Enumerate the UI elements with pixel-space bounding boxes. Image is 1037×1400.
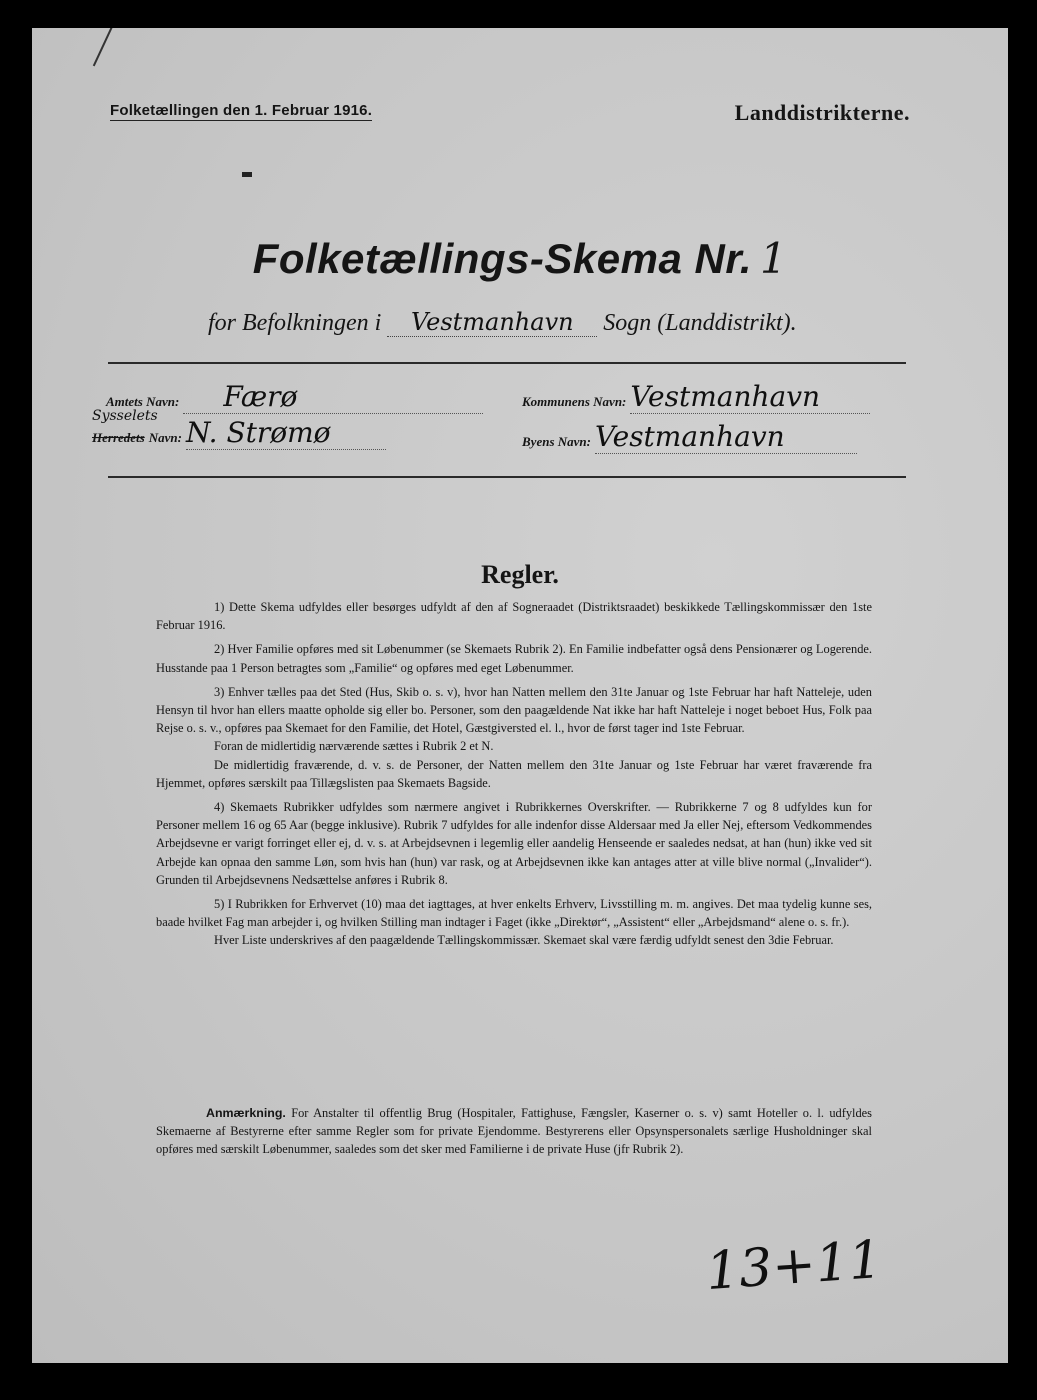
form-number-handwritten: 1 xyxy=(760,234,788,283)
subtitle-prefix: for Befolkningen i xyxy=(208,310,382,336)
rule-paragraph: 3) Enhver tælles paa det Sted (Hus, Skib o. s. v), hvor han Natten mellem den 31te Januar og 1ste Februar har haft Natteleje, uden Hensyn til hvor han ellers maatte opholde sig eller bo. Personer, som den paagældende Nat ikke har haft Natteleje i noget beboet Hus, Folk paa Rejse o. s. v., opføres paa Skemaet for den Familie, det Hotel, Gæstgiversted el. l., hvor de først tager ind 1ste Februar. xyxy=(156,684,872,736)
rules-text xyxy=(156,598,872,956)
herred-label: Navn: xyxy=(148,430,182,445)
amt-label: Amtets Navn: xyxy=(106,394,180,409)
rule-paragraph: 4) Skemaets Rubrikker udfyldes som nærmere angivet i Rubrikkernes Overskrifter. — Rubrikkerne 7 og 8 udfyldes kun for Personer mellem 16 og 65 Aar (begge inklusive). Rubrik 7 udfyldes for alle indenfor disse Aldersaar med Ja eller Nej, eftersom Vedkommendes Arbejdsevne er varigt forringet eller ej, d. v. s. at Arbejdsevnen i legemlig eller aandelig Henseende er saaledes nedsat, at han (hun) ikke ved sit Arbejde kan opnaa den samme Løn, som hvis han (hun) var rask, og at Arbejdsevnen ikke kan antages atter at ville blive normal („Invalider“). Grunden til Arbejdsevnens Nedsættelse anføres i Rubrik 8. xyxy=(156,800,872,887)
rules-heading: Regler. xyxy=(481,560,559,589)
rule-paragraph: Foran de midlertidig nærværende sættes i Rubrik 2 et N. xyxy=(214,739,494,754)
census-form-page xyxy=(32,28,1008,1363)
divider-top xyxy=(108,362,906,364)
anmaerkning-note xyxy=(156,1104,872,1159)
herred-field xyxy=(88,408,386,450)
rule-paragraph: Hver Liste underskrives af den paagældende Tællingskommissær. Skemaet skal være færdig udfyldt senest den 3die Februar. xyxy=(214,933,834,948)
herred-value: N. Strømø xyxy=(185,416,331,449)
kommune-field xyxy=(522,380,870,414)
rule-paragraph: De midlertidig fraværende, d. v. s. de Personer, der Natten mellem den 31te Januar og 1ste Februar har været fraværende fra Hjemmet, opføres særskilt paa Tillægslisten paa Skemaets Bagside. xyxy=(156,757,872,790)
divider-bottom xyxy=(108,476,906,478)
subtitle-suffix: Sogn (Landdistrikt). xyxy=(603,310,797,336)
form-subtitle xyxy=(208,308,797,337)
rule-paragraph: 1) Dette Skema udfyldes eller besørges udfyldt af den af Sogneraadet (Distriktsraadet) beskikkede Tællingskommissær den 1ste Februar 1916. xyxy=(156,600,872,633)
herred-label-struck: Herredets xyxy=(92,430,145,445)
rule-paragraph: 2) Hver Familie opføres med sit Løbenummer (se Skemaets Rubrik 2). En Familie indbefatter også dens Pensionærer og Logerende. Husstande paa 1 Person betragtes som „Familie“ og opføres med eget Løbenummer. xyxy=(156,642,872,675)
corner-handwritten-note: 13+11 xyxy=(704,1229,884,1303)
anmaerkning-text: For Anstalter til offentlig Brug (Hospitaler, Fattighuse, Fængsler, Kaserner o. s. v) samt Hoteller o. l. udfyldes Skemaerne af Bestyrerne efter samme Regler som for private Ejendomme. Bestyrerens eller Opsynspersonalets særlige Husholdninger skal opføres med særskilt Løbenummer, saaledes som det sker med Familierne i de private Huse (jfr Rubrik 2). xyxy=(156,1106,872,1157)
by-value: Vestmanhavn xyxy=(594,420,785,453)
parish-name-handwritten: Vestmanhavn xyxy=(387,308,597,337)
herred-correction: Sysselets xyxy=(92,408,158,424)
by-label: Byens Navn: xyxy=(522,434,591,449)
rule-paragraph: 5) I Rubrikken for Erhvervet (10) maa det iagttages, at hver enkelts Erhverv, Livsstilling m. m. angives. Det maa tydelig kunne ses, baade hvilket Fag man arbejder i, og hvilken Stilling man indtager i Faget (ikke „Direktør“, „Assistent“ eller „Arbejdsmand“ alene o. s. fr.). xyxy=(156,897,872,930)
census-date-header: Folketællingen den 1. Februar 1916. xyxy=(110,102,373,119)
amt-value: Færø xyxy=(223,380,298,413)
ink-mark xyxy=(242,172,252,177)
by-field xyxy=(522,420,857,454)
amt-field xyxy=(106,380,483,414)
form-title-printed: Folketællings-Skema Nr. xyxy=(252,235,753,282)
kommune-label: Kommunens Navn: xyxy=(522,394,627,409)
form-title xyxy=(32,234,1008,283)
anmaerkning-label: Anmærkning. xyxy=(206,1106,286,1120)
pen-stroke-mark xyxy=(93,28,113,66)
district-type-header: Landdistrikterne. xyxy=(734,100,910,125)
kommune-value: Vestmanhavn xyxy=(630,380,821,413)
